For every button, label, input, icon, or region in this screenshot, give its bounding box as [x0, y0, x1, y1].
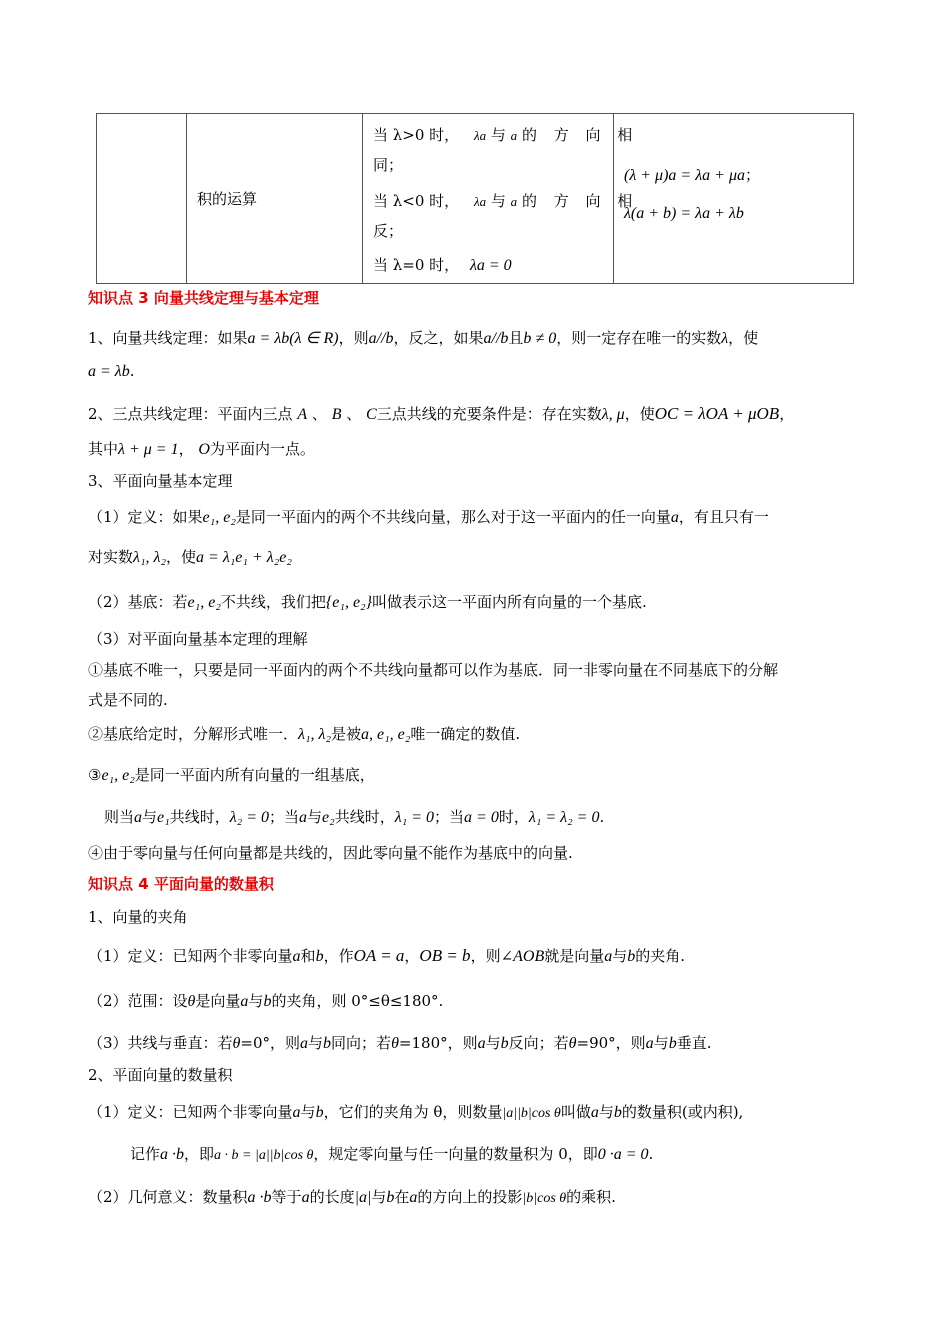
text: 、: [346, 405, 362, 423]
law-2: [624, 204, 744, 223]
math: |b|cos θ: [522, 1191, 567, 1206]
text: 1、向量共线定理：如果: [88, 329, 248, 347]
math: θ: [187, 993, 196, 1010]
rule-text: 与: [490, 192, 506, 210]
text: 且: [508, 329, 524, 347]
math: λ + μ = 1: [118, 441, 179, 458]
math: a: [134, 809, 143, 826]
math: a//b: [368, 330, 394, 347]
text: （2）几何意义：数量积: [88, 1188, 248, 1206]
text: 2、三点共线定理：平面内三点: [88, 405, 293, 423]
math: A: [297, 406, 308, 423]
understanding-title: （3）对平面向量基本定理的理解: [88, 630, 308, 648]
rule-text: 的 方 向 相: [521, 192, 639, 210]
math: λ₁, λ₂: [298, 726, 331, 743]
text: 记作: [130, 1145, 161, 1163]
text: 和: [300, 947, 316, 965]
text: ，反之，如果: [393, 329, 484, 347]
text: （2）基底：若: [88, 593, 188, 611]
text: （1）定义：已知两个非零向量: [88, 947, 293, 965]
text: 在: [394, 1188, 410, 1206]
text: =90°，则: [576, 1034, 646, 1052]
math: a ·b: [247, 1189, 272, 1206]
math: e₂: [322, 809, 335, 826]
math: θ: [391, 1035, 399, 1052]
math: a, e₁, e₂: [361, 726, 411, 743]
text: ，: [779, 405, 795, 423]
text: ，则: [338, 329, 369, 347]
note-2: [88, 723, 520, 744]
rule-text: 与: [490, 126, 506, 144]
text: 其中: [88, 440, 119, 458]
text: =0°，则: [240, 1034, 301, 1052]
text: ；当: [434, 808, 465, 826]
rule-math: λa: [473, 128, 487, 143]
text: 与: [612, 947, 628, 965]
section-4-heading: 知识点 4 平面向量的数量积: [88, 875, 274, 893]
text: 与: [308, 1034, 324, 1052]
math: a: [477, 1035, 486, 1052]
math: O: [198, 441, 210, 458]
text: 则当: [104, 808, 135, 826]
math: b: [500, 1035, 509, 1052]
text: ，作: [323, 947, 354, 965]
math: θ: [232, 1035, 241, 1052]
math: λ₁, λ₂: [133, 549, 166, 566]
text: 反向；若: [508, 1034, 569, 1052]
text: （3）共线与垂直：若: [88, 1034, 233, 1052]
dot-product-title: 2、平面向量的数量积: [88, 1066, 233, 1084]
math: b: [613, 1104, 622, 1121]
text: 为平面内一点。: [209, 440, 315, 458]
math: e₁, e₂: [187, 594, 221, 611]
math: |a|: [354, 1189, 372, 1206]
math: b: [627, 948, 636, 965]
text: 时，: [498, 808, 529, 826]
math: a: [292, 948, 301, 965]
rule-math: λa: [473, 194, 487, 209]
law-punct: ；: [744, 166, 760, 184]
text: .: [129, 362, 135, 380]
rule-math: λa = 0: [469, 257, 512, 274]
basic-theorem-title: 3、平面向量基本定理: [88, 472, 233, 490]
law-1: [624, 164, 760, 185]
text: 的乘积.: [566, 1188, 616, 1206]
text: .: [599, 808, 605, 826]
angle-collinear-perpendicular: [88, 1032, 711, 1053]
math: a: [300, 1035, 309, 1052]
table-cell-operation: [187, 114, 363, 284]
text: 是向量: [195, 992, 241, 1010]
text: 是同一平面内所有向量的一组基底，: [134, 766, 375, 784]
math: a = 0: [464, 809, 499, 826]
text: 与: [598, 1103, 614, 1121]
math: a: [604, 948, 613, 965]
text: 与: [485, 1034, 501, 1052]
math: b: [315, 1104, 324, 1121]
math: a: [645, 1035, 654, 1052]
math: B: [331, 406, 342, 423]
text: ，有且只有一: [678, 508, 769, 526]
text: 同向；若: [331, 1034, 392, 1052]
note-1-line-1: ①基底不唯一，只要是同一平面内的两个不共线向量都可以作为基底．同一非零向量在不同基底下的分解: [88, 661, 779, 679]
rule-line-2: 同；: [373, 156, 404, 174]
note-4: ④由于零向量与任何向量都是共线的，因此零向量不能作为基底中的向量.: [88, 844, 573, 862]
text: 与: [248, 992, 264, 1010]
text: 、: [311, 405, 327, 423]
law-math: (λ + μ)a = λa + μa: [624, 167, 745, 184]
rule-text: 当 λ=0 时，: [373, 256, 460, 274]
rule-line-4: 反；: [373, 222, 404, 240]
text: ，使: [728, 329, 759, 347]
text: .: [648, 1145, 654, 1163]
rule-math: a: [510, 128, 518, 143]
text: 的数量积(或内积),: [621, 1103, 744, 1121]
text: 与: [300, 1103, 316, 1121]
math: a: [299, 809, 308, 826]
text: （2）范围：设: [88, 992, 188, 1010]
text: 是被: [331, 725, 362, 743]
math: a = λb(λ ∈ R): [247, 330, 339, 347]
text: 与: [307, 808, 323, 826]
dot-product-geometry: [88, 1186, 616, 1207]
operation-name: 积的运算: [197, 190, 258, 208]
text: 对实数: [88, 548, 134, 566]
definition-line-1: [88, 506, 769, 527]
math: e₁, e₂: [101, 767, 135, 784]
math: λ₂ = 0: [229, 809, 270, 826]
rule-line-3: [373, 190, 638, 211]
math: a = λ₁e₁ + λ₂e₂: [196, 549, 292, 566]
text: ，则∠: [470, 947, 514, 965]
text: ，: [404, 947, 420, 965]
section-3-heading: 知识点 3 向量共线定理与基本定理: [88, 289, 319, 307]
text: ②基底给定时，分解形式唯一．: [88, 725, 299, 743]
math: e₁: [157, 809, 170, 826]
angle-title: 1、向量的夹角: [88, 908, 188, 926]
text: 不共线，我们把: [220, 593, 326, 611]
text: 叫做: [560, 1103, 591, 1121]
text: 的夹角.: [635, 947, 686, 965]
text: 与: [142, 808, 158, 826]
math: b: [315, 948, 324, 965]
text: 的长度: [309, 1188, 355, 1206]
math: a: [670, 509, 679, 526]
text: ，: [178, 440, 194, 458]
text: （1）定义：已知两个非零向量: [88, 1103, 293, 1121]
text: 等于: [271, 1188, 302, 1206]
math: b: [263, 993, 272, 1010]
math: OC = λOA + μOB: [654, 404, 780, 423]
math: C: [366, 406, 377, 423]
rule-text: 的 方 向 相: [521, 126, 639, 144]
math: a · b = |a||b|cos θ: [214, 1148, 314, 1163]
text: 垂直.: [676, 1034, 712, 1052]
three-point-line-1: [88, 403, 794, 424]
text: ；当: [269, 808, 300, 826]
text: ，使: [624, 405, 655, 423]
text: =180°，则: [398, 1034, 478, 1052]
rule-text: 当 λ<0 时，: [373, 192, 460, 210]
math: e₁, e₂: [202, 509, 236, 526]
three-point-line-2: [88, 438, 315, 459]
math: b: [668, 1035, 677, 1052]
collinear-theorem-line-1: [88, 327, 758, 348]
dot-product-notation: [130, 1143, 653, 1164]
math: λ, μ: [601, 406, 625, 423]
math: a: [301, 1189, 310, 1206]
text: ，规定零向量与任一向量的数量积为 0，即: [313, 1145, 598, 1163]
text: 就是向量: [544, 947, 605, 965]
text: 是同一平面内的两个不共线向量，那么对于这一平面内的任一向量: [235, 508, 671, 526]
rule-math: a: [510, 194, 518, 209]
text: 与: [371, 1188, 387, 1206]
math: |a||b|cos θ: [502, 1106, 561, 1121]
angle-definition: [88, 945, 685, 966]
text: 的夹角，则 0°≤θ≤180°.: [271, 992, 444, 1010]
math: λ: [721, 330, 729, 347]
math: b: [386, 1189, 395, 1206]
math: a: [409, 1189, 418, 1206]
angle-range: [88, 990, 443, 1011]
text: 共线时，: [334, 808, 395, 826]
operations-table: [96, 113, 854, 284]
text: ，则一定存在唯一的实数: [556, 329, 722, 347]
math: a ·b: [160, 1146, 185, 1163]
math: a//b: [483, 330, 509, 347]
text: 共线时，: [169, 808, 230, 826]
collinear-theorem-line-2: [88, 362, 135, 381]
math: OA = a: [353, 946, 405, 965]
table-cell-rules: [363, 114, 639, 284]
text: ，使: [166, 548, 197, 566]
math: a: [590, 1104, 599, 1121]
math: AOB: [513, 948, 545, 965]
text: 的方向上的投影: [417, 1188, 523, 1206]
law-math: λ(a + b) = λa + λb: [624, 205, 744, 222]
text: ，它们的夹角为 θ，则数量: [323, 1103, 503, 1121]
basis-line: [88, 591, 647, 612]
math: OB = b: [419, 946, 471, 965]
text: ③: [88, 766, 102, 784]
note-3-cases: [104, 806, 604, 827]
math: {e₁, e₂}: [325, 594, 373, 611]
text: 叫做表示这一平面内所有向量的一个基底.: [372, 593, 647, 611]
rule-line-5: [373, 254, 512, 275]
math: a = λb: [88, 363, 130, 380]
math: a: [240, 993, 249, 1010]
math: θ: [568, 1035, 577, 1052]
table-cell-laws: [614, 114, 854, 284]
table-cell-blank: [97, 114, 187, 284]
text: 与: [653, 1034, 669, 1052]
rule-line-1: [373, 124, 638, 145]
rule-text: 当 λ>0 时，: [373, 126, 460, 144]
math: 0 ·a = 0: [597, 1146, 649, 1163]
math: b ≠ 0: [523, 330, 557, 347]
text: ，即: [184, 1145, 215, 1163]
text: 三点共线的充要条件是：存在实数: [376, 405, 602, 423]
note-1-line-2: 式是不同的.: [88, 691, 168, 709]
definition-line-2: [88, 546, 292, 567]
dot-product-definition: [88, 1101, 743, 1122]
math: λ₁ = λ₂ = 0: [528, 809, 600, 826]
math: a: [292, 1104, 301, 1121]
math: λ₁ = 0: [394, 809, 435, 826]
text: 唯一确定的数值.: [410, 725, 521, 743]
math: b: [323, 1035, 332, 1052]
note-3: [88, 764, 375, 785]
text: （1）定义：如果: [88, 508, 203, 526]
